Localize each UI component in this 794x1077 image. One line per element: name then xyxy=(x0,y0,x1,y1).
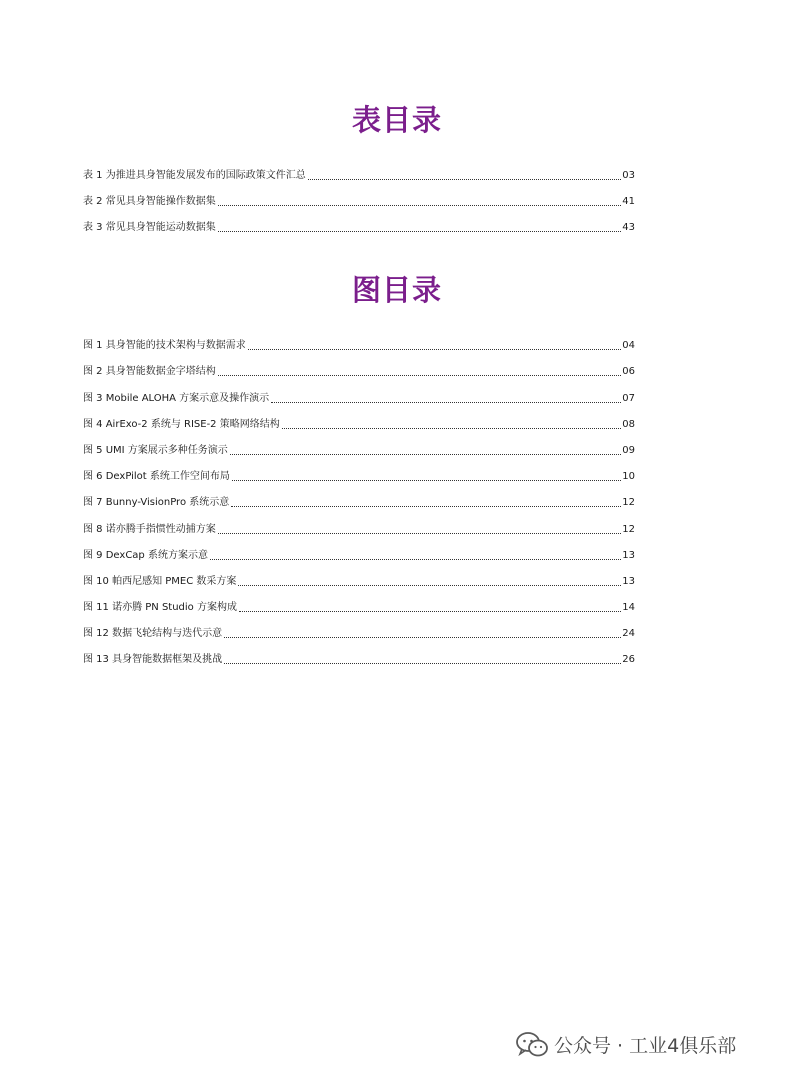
toc-entry[interactable] xyxy=(83,640,635,666)
toc-entry-label: 图 12 数据飞轮结构与迭代示意 xyxy=(83,628,223,640)
toc-leader-dots xyxy=(239,611,621,612)
toc-leader-dots xyxy=(248,349,622,350)
toc-leader-dots xyxy=(218,231,622,232)
toc-leader-dots xyxy=(271,402,621,403)
toc-entry-page: 14 xyxy=(622,602,635,614)
toc-entry-label: 图 9 DexCap 系统方案示意 xyxy=(83,549,208,561)
toc-entry-label: 图 4 AirExo-2 系统与 RISE-2 策略网络结构 xyxy=(83,418,280,430)
toc-entry-label: 图 3 Mobile ALOHA 方案示意及操作演示 xyxy=(83,392,270,404)
toc-entry[interactable] xyxy=(83,326,635,352)
toc-entry-label: 表 3 常见具身智能运动数据集 xyxy=(83,222,216,233)
toc-entry[interactable] xyxy=(83,509,635,535)
toc-entry[interactable] xyxy=(83,457,635,483)
toc-entry-page: 12 xyxy=(622,523,635,535)
toc-entry[interactable] xyxy=(83,182,635,208)
toc-entry[interactable] xyxy=(83,614,635,640)
toc-leader-dots xyxy=(224,663,621,664)
toc-entry-page: 04 xyxy=(622,340,635,352)
toc-entry[interactable] xyxy=(83,483,635,509)
watermark xyxy=(516,1031,736,1058)
wechat-icon xyxy=(516,1032,548,1058)
toc-entry-page: 24 xyxy=(622,628,635,640)
toc-leader-dots xyxy=(218,375,622,376)
toc-leader-dots xyxy=(232,480,621,481)
toc-entry[interactable] xyxy=(83,156,635,182)
tables-section-title: 表目录 xyxy=(351,103,442,137)
toc-entry-label: 图 13 具身智能数据框架及挑战 xyxy=(83,654,223,666)
toc-entry-page: 26 xyxy=(622,654,635,666)
toc-entry-page: 07 xyxy=(622,392,635,404)
toc-entry-label: 表 2 常见具身智能操作数据集 xyxy=(83,196,216,207)
toc-entry-label: 图 2 具身智能数据金字塔结构 xyxy=(83,366,216,378)
toc-leader-dots xyxy=(282,428,622,429)
toc-entry-page: 08 xyxy=(622,418,635,430)
toc-entry-label: 图 1 具身智能的技术架构与数据需求 xyxy=(83,340,246,352)
toc-entry[interactable] xyxy=(83,562,635,588)
toc-leader-dots xyxy=(308,179,622,180)
toc-entry-label: 图 8 诺亦腾手指惯性动捕方案 xyxy=(83,523,216,535)
toc-entry-label: 图 7 Bunny-VisionPro 系统示意 xyxy=(83,497,230,509)
toc-entry-label: 图 11 诺亦腾 PN Studio 方案构成 xyxy=(83,602,237,614)
toc-leader-dots xyxy=(210,559,621,560)
toc-entry-page: 43 xyxy=(622,222,635,233)
toc-entry-page: 06 xyxy=(622,366,635,378)
toc-entry-page: 12 xyxy=(622,497,635,509)
toc-leader-dots xyxy=(230,454,621,455)
tables-toc-list xyxy=(83,156,635,234)
toc-entry-label: 表 1 为推进具身智能发展发布的国际政策文件汇总 xyxy=(83,170,306,181)
toc-entry-page: 13 xyxy=(622,549,635,561)
toc-entry[interactable] xyxy=(83,352,635,378)
toc-leader-dots xyxy=(218,205,622,206)
figures-toc-list xyxy=(83,326,635,666)
toc-entry[interactable] xyxy=(83,378,635,404)
toc-entry-page: 10 xyxy=(622,471,635,483)
toc-entry-page: 13 xyxy=(622,575,635,587)
toc-entry-page: 41 xyxy=(622,196,635,207)
toc-entry[interactable] xyxy=(83,536,635,562)
toc-entry-page: 09 xyxy=(622,444,635,456)
toc-leader-dots xyxy=(224,637,621,638)
toc-entry[interactable] xyxy=(83,588,635,614)
toc-entry-label: 图 10 帕西尼感知 PMEC 数采方案 xyxy=(83,575,237,587)
toc-entry-label: 图 5 UMI 方案展示多种任务演示 xyxy=(83,444,228,456)
figures-section-title: 图目录 xyxy=(351,273,442,307)
toc-entry[interactable] xyxy=(83,405,635,431)
toc-leader-dots xyxy=(238,585,621,586)
toc-entry[interactable] xyxy=(83,208,635,234)
toc-leader-dots xyxy=(231,506,621,507)
watermark-text: 公众号 · 工业4俱乐部 xyxy=(554,1035,737,1057)
toc-entry-page: 03 xyxy=(622,170,635,181)
toc-entry-label: 图 6 DexPilot 系统工作空间布局 xyxy=(83,471,230,483)
toc-leader-dots xyxy=(218,533,622,534)
toc-entry[interactable] xyxy=(83,431,635,457)
